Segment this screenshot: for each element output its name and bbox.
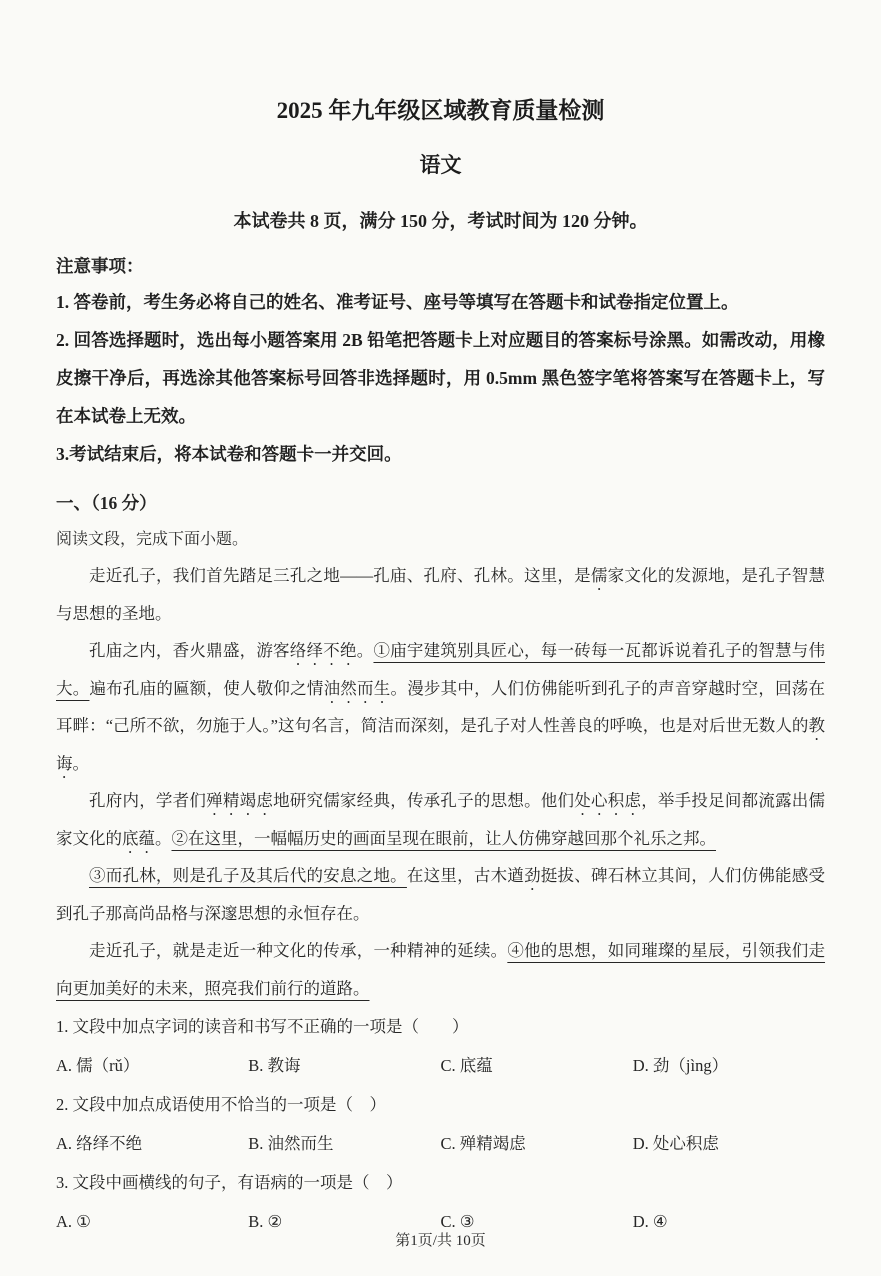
question-option: D. ④ — [632, 1212, 668, 1231]
underlined-sentence: ③而孔林，则是孔子及其后代的安息之地。 — [89, 866, 407, 885]
passage-text: 。 — [72, 753, 89, 773]
emphasized-word: 殚精竭虑 — [206, 791, 274, 810]
passage-text: 孔府内，学者们 — [89, 791, 207, 810]
notice-header: 注意事项： — [56, 256, 144, 276]
question-option: B. ② — [248, 1212, 283, 1231]
exam-info-line: 本试卷共 8 页，满分 150 分，考试时间为 120 分钟。 — [233, 211, 648, 231]
emphasized-word: 络绎不绝 — [289, 641, 357, 660]
question-options-row — [56, 1124, 825, 1163]
notice-item-1: 1. 答卷前，考生务必将自己的姓名、准考证号、座号等填写在答题卡和试卷指定位置上。 — [56, 292, 739, 312]
emphasized-word: 儒 — [590, 566, 608, 585]
underlined-sentence: ④他的思想，如同璀璨的星辰，引领我们走向更加美好的未来，照亮我们前行的道路。 — [56, 941, 826, 998]
question-options-row — [56, 1046, 825, 1085]
exam-subject: 语文 — [419, 153, 462, 177]
passage-text: 在这里，古木遒 — [406, 866, 525, 885]
exam-title: 2025 年九年级区域教育质量检测 — [276, 98, 605, 123]
question-option: A. 络绎不绝 — [56, 1134, 143, 1153]
notices-section — [56, 249, 825, 473]
passage-text: 孔庙之内，香火鼎盛，游客 — [89, 641, 290, 660]
emphasized-word: 处心积虑 — [574, 791, 642, 810]
question-option: C. ③ — [440, 1212, 475, 1231]
passage-paragraph — [56, 857, 825, 932]
question-option: A. 儒（rǔ） — [56, 1056, 140, 1075]
passage-text: 。 — [356, 641, 374, 660]
notice-item-3: 3.考试结束后，将本试卷和答题卡一并交回。 — [56, 444, 402, 464]
passage-text: 家文化的发源地，是孔子智慧与思想的圣地。 — [56, 566, 826, 623]
passage-text: 挺拔、碑石林立其间，人们仿佛能感受到孔子那高尚品格与深邃思想的永恒存在。 — [56, 866, 826, 923]
questions-section — [56, 1007, 825, 1241]
emphasized-word: 油然而生 — [323, 678, 391, 698]
passage-text: 走近孔子，就是走近一种文化的传承，一种精神的延续。 — [89, 941, 508, 960]
question-option: D. 处心积虑 — [632, 1134, 719, 1153]
passage-text: 地研究儒家经典，传承孔子的思想。他们 — [273, 791, 575, 810]
question-option: C. 殚精竭虑 — [440, 1134, 526, 1153]
passage-text: 遍布孔庙的匾额，使人敬仰之情 — [89, 678, 324, 698]
question-stem: 2. 文段中加点成语使用不恰当的一项是（ ） — [56, 1095, 386, 1114]
question-option: B. 油然而生 — [248, 1134, 334, 1153]
underlined-sentence: ②在这里，一幅幅历史的画面呈现在眼前，让人仿佛穿越回那个礼乐之邦。 — [171, 828, 716, 848]
question-option: B. 教诲 — [248, 1056, 301, 1075]
emphasized-word: 劲 — [524, 866, 541, 885]
section-one-header: 一、（16 分） — [56, 493, 157, 513]
passage-paragraph — [56, 932, 825, 1007]
passage-text: 走近孔子，我们首先踏足三孔之地——孔庙、孔府、孔林。这里，是 — [89, 566, 591, 585]
passage-text: 。 — [155, 828, 172, 848]
passage-paragraph — [56, 632, 825, 782]
passage-paragraph — [56, 782, 825, 857]
question-stem: 3. 文段中画横线的句子，有语病的一项是（ ） — [56, 1173, 403, 1192]
question-option: A. ① — [56, 1212, 91, 1231]
passage-text: ，举手投足间都流露出儒家文化的 — [56, 791, 826, 848]
question-stem: 1. 文段中加点字词的读音和书写不正确的一项是（ ） — [56, 1017, 469, 1036]
underlined-sentence: ①庙宇建筑别具匠心，每一砖每一瓦都诉说着孔子的智慧与伟大。 — [56, 641, 826, 698]
question-option: C. 底蕴 — [440, 1056, 493, 1075]
emphasized-word: 教诲 — [56, 716, 825, 773]
page-number-footer: 第1页/共 10页 — [395, 1233, 486, 1249]
notice-item-2: 2. 回答选择题时，选出每小题答案用 2B 铅笔把答题卡上对应题目的答案标号涂黑。如需改动，用橡皮擦干净后，再选涂其他答案标号回答非选择题时，用 0.5mm 黑色签字笔将答案写在答题卡上，写在本试卷上无效。 — [56, 330, 825, 426]
question-option: D. 劲（jìng） — [632, 1056, 729, 1075]
passage-paragraph — [56, 557, 825, 632]
reading-instruction: 阅读文段，完成下面小题。 — [56, 531, 249, 548]
passage-text: 。漫步其中，人们仿佛能听到孔子的声音穿越时空，回荡在耳畔：“己所不欲，勿施于人。”这句名言，简洁而深刻，是孔子对人性善良的呼唤，也是对后世无数人的 — [56, 678, 826, 735]
reading-passage — [56, 557, 825, 1007]
emphasized-word: 底蕴 — [122, 828, 155, 848]
